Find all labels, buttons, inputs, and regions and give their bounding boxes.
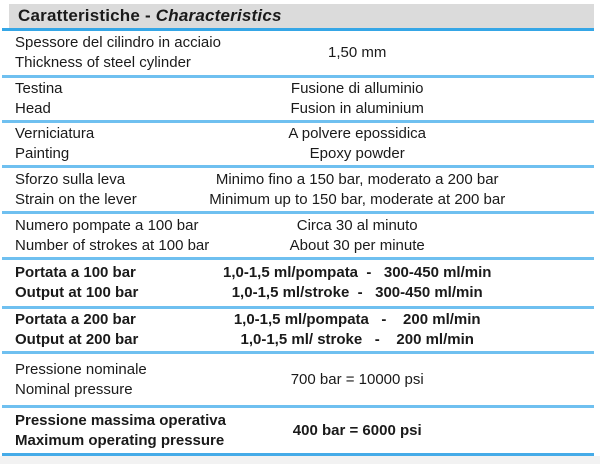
characteristics-table [2,4,594,456]
table-header [2,4,594,31]
value-text: 400 bar = 6000 psi [292,421,422,439]
row-value [138,309,576,351]
label-english: Maximum operating pressure [15,431,225,449]
row-labels [15,123,94,165]
table-title-italian: Caratteristiche [18,6,141,25]
label-italian: Pressione massima operativa [15,411,226,429]
row-labels [15,260,138,306]
row-value [138,168,576,211]
row-value [138,31,576,75]
row-strokes-at-100-bar [2,214,594,260]
row-value [138,354,576,405]
value-english: 1,0-1,5 ml/ stroke - 200 ml/min [240,331,474,348]
label-italian: Sforzo sulla leva [15,170,126,188]
row-labels [15,168,137,211]
row-nominal-pressure [2,354,594,408]
row-value [138,408,576,453]
row-value [138,260,576,306]
value-italian: A polvere epossidica [288,125,426,142]
label-english: Number of strokes at 100 bar [15,236,210,254]
value-english: Epoxy powder [309,145,405,162]
label-english: Nominal pressure [15,380,133,398]
label-english: Output at 200 bar [15,331,139,348]
value-italian: 1,0-1,5 ml/pompata - 200 ml/min [233,311,481,328]
row-painting [2,123,594,168]
row-value [138,78,576,120]
value-text: 700 bar = 10000 psi [290,370,424,388]
row-lever-strain [2,168,594,214]
value-english: Fusion in aluminium [290,100,424,117]
value-text: 1,50 mm [328,44,387,61]
row-value [138,123,576,165]
label-english: Output at 100 bar [15,284,139,301]
page-bottom-strip [0,456,600,464]
value-italian: Fusione di alluminio [290,80,424,97]
label-english: Painting [15,145,70,162]
row-head [2,78,594,123]
row-steel-cylinder-thickness [2,31,594,78]
value-italian: Circa 30 al minuto [296,216,418,234]
row-output-at-200-bar [2,309,594,354]
label-english: Head [15,100,51,117]
row-maximum-operating-pressure [2,408,594,456]
value-english: Minimum up to 150 bar, moderate at 200 bar [209,190,506,208]
value-english: 1,0-1,5 ml/stroke - 300-450 ml/min [231,284,483,301]
row-labels [15,354,147,405]
table-title-separator: - [140,6,156,25]
row-labels [15,309,138,351]
value-italian: 1,0-1,5 ml/pompata - 300-450 ml/min [222,264,492,281]
label-italian: Portata a 100 bar [15,264,136,281]
label-italian: Spessore del cilindro in acciaio [15,34,221,51]
label-english: Strain on the lever [15,190,137,208]
label-italian: Testina [15,80,63,97]
row-output-at-100-bar [2,260,594,309]
label-italian: Verniciatura [15,125,95,142]
value-english: About 30 per minute [289,236,425,254]
label-italian: Numero pompate a 100 bar [15,216,199,234]
row-value [138,214,576,257]
label-english: Thickness of steel cylinder [15,54,191,71]
label-italian: Pressione nominale [15,360,147,378]
table-title-english: Characteristics [155,6,282,25]
label-italian: Portata a 200 bar [15,311,136,328]
value-italian: Minimo fino a 150 bar, moderato a 200 bar [215,170,499,188]
row-labels [15,78,63,120]
table-header-band [9,4,594,28]
